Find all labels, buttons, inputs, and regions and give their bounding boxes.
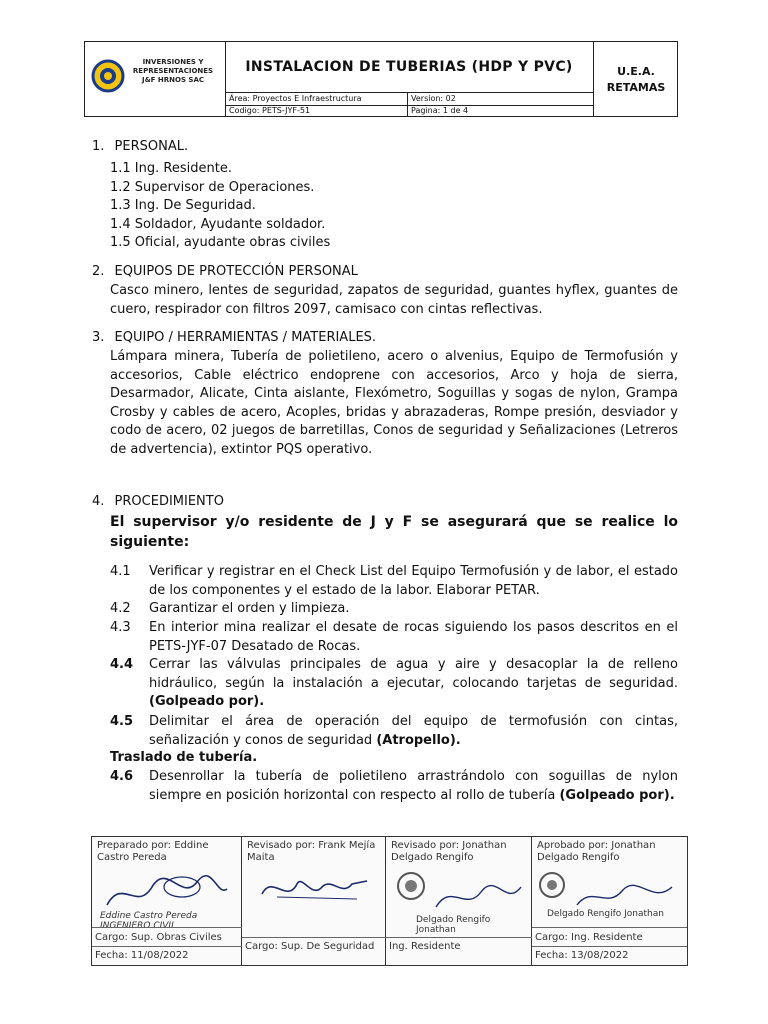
signer-label: Revisado por: Jonathan Delgado Rengifo: [391, 840, 507, 863]
equipo-text: Lámpara minera, Tubería de polietileno, acero o alvenius, Equipo de Termofusión y accesorios, Cable eléctrico endoprene con accesorios, Arco y hoja de sierra, Desarmador, Alicate, Cinta aislante, Flexómetro, Soguillas y sogas de nylon, Grampa Crosby y cables de acero, Acoples, bridas y abrazaderas, Rompe presión, desviador y codo de acero, 02 juegos de barretillas, Conos de seguridad y Señalizaciones (Letreros de advertencia), extintor PQS operativo.: [110, 349, 678, 457]
signer-label: Revisado por: Frank Mejía Maita: [247, 840, 376, 863]
signer-label: Preparado por: Eddine Castro Pereda: [97, 840, 209, 863]
section-number: 3.: [92, 330, 105, 345]
subheading-traslado: Traslado de tubería.: [110, 750, 258, 765]
section-title: EQUIPOS DE PROTECCIÓN PERSONAL: [114, 264, 358, 279]
handwritten-signature-icon: [257, 869, 377, 909]
signer-label: Aprobado por: Jonathan Delgado Rengifo: [537, 840, 656, 863]
item-text: Desenrollar la tubería de polietileno arrastrándolo con soguillas de nylon siempre en posición horizontal con respecto al rollo de tubería: [149, 769, 678, 803]
signature-approved: [532, 837, 687, 965]
code-text: Codigo: PETS-JYF-51: [229, 106, 311, 115]
version-text: Version: 02: [411, 94, 456, 103]
section-epp: [92, 263, 682, 282]
cargo-text: Cargo: Sup. Obras Civiles: [95, 932, 222, 943]
list-item: 1.4 Soldador, Ayudante soldador.: [110, 216, 326, 232]
signature-reviewed-security: [242, 837, 386, 965]
section-title: PROCEDIMIENTO: [114, 494, 224, 509]
handwritten-signature-icon: [431, 877, 526, 917]
section-title: EQUIPO / HERRAMIENTAS / MATERIALES: [114, 330, 372, 345]
uea-label: U.E.A.: [617, 65, 655, 78]
uea-name: RETAMAS: [606, 81, 666, 94]
handwritten-signature-icon: [572, 877, 677, 913]
item-number: 4.6: [110, 769, 134, 784]
signature-prepared: [92, 837, 242, 965]
header-meta: [225, 92, 593, 117]
item-hazard: (Golpeado por).: [149, 694, 265, 709]
company-seal-icon: [396, 871, 426, 901]
item-hazard: (Atropello).: [376, 732, 461, 748]
company-name: INVERSIONES Y REPRESENTACIONES J&F HRNOS SAC: [132, 58, 214, 84]
list-item: 1.2 Supervisor de Operaciones.: [110, 179, 315, 195]
cargo-text: Cargo: Sup. De Seguridad: [245, 941, 375, 952]
item-text: Delimitar el área de operación del equipo de termofusión con cintas, señalización y conos de seguridad: [149, 714, 678, 748]
document-header: [84, 41, 678, 117]
page-text: Pagina: 1 de 4: [411, 106, 469, 115]
cargo-text: Ing. Residente: [389, 941, 461, 952]
item-text: Garantizar el orden y limpieza.: [149, 601, 350, 616]
item-number: 4.1: [110, 564, 131, 579]
section-equipo: [92, 329, 682, 348]
list-item: 1.5 Oficial, ayudante obras civiles: [110, 235, 331, 250]
company-seal-icon: [538, 871, 566, 899]
item-number: 4.5: [110, 714, 134, 729]
section-number: 4.: [92, 494, 105, 509]
procedure-item: [110, 563, 678, 601]
item-number: 4.4: [110, 657, 134, 672]
personal-list: [110, 160, 330, 253]
uea-cell: [593, 42, 678, 116]
area-text: Área: Proyectos E Infraestructura: [229, 94, 362, 103]
procedure-item: [110, 768, 678, 825]
logo-cell: [85, 42, 226, 116]
stamp-text: Eddine Castro Pereda INGENIERO CIVIL: [100, 911, 198, 931]
procedure-item: [110, 600, 678, 619]
title-suffix: .: [183, 139, 189, 154]
handwritten-signature-icon: [102, 867, 232, 917]
company-logo-icon: [91, 59, 125, 93]
procedure-item: [110, 713, 678, 751]
item-text: Verificar y registrar en el Check List del Equipo Termofusión y de labor, el estado de los componentes y el estado de la labor. Elaborar PETAR.: [149, 564, 678, 598]
item-text: Cerrar las válvulas principales de agua y aire y desacoplar la de relleno hidráulico, según la instalación a ejecutar, colocando tarjetas de seguridad.: [149, 657, 678, 691]
procedure-item: [110, 619, 678, 657]
date-text: Fecha: 13/08/2022: [535, 950, 629, 961]
epp-text: Casco minero, lentes de seguridad, zapatos de seguridad, guantes hyflex, guantes de cuero, respirador con filtros 2097, camisaco con cintas reflectivas.: [110, 283, 678, 317]
document-title: INSTALACION DE TUBERIAS (HDP Y PVC): [245, 59, 573, 75]
section-title: PERSONAL: [114, 139, 184, 154]
section-procedimiento: [92, 493, 682, 512]
stamp-text: Delgado Rengifo Jonathan: [547, 909, 664, 919]
item-hazard: (Golpeado por).: [559, 787, 675, 803]
signature-table: [91, 836, 688, 966]
procedure-item: [110, 656, 678, 713]
cargo-text: Cargo: Ing. Residente: [535, 932, 643, 943]
section-personal: [92, 138, 682, 157]
item-text: En interior mina realizar el desate de rocas siguiendo los pasos descritos en el PETS-JYF-07 Desatado de Rocas.: [149, 620, 678, 654]
title-suffix: .: [371, 330, 377, 345]
section-number: 2.: [92, 264, 105, 279]
item-number: 4.3: [110, 620, 131, 635]
procedure-intro: El supervisor y/o residente de J y F se asegurará que se realice lo siguiente:: [110, 514, 678, 550]
signature-reviewed-resident: [386, 837, 532, 965]
date-text: Fecha: 11/08/2022: [95, 950, 189, 961]
stamp-text: Delgado Rengifo Jonathan: [416, 915, 491, 935]
section-number: 1.: [92, 139, 105, 154]
list-item: 1.1 Ing. Residente.: [110, 161, 232, 176]
list-item: 1.3 Ing. De Seguridad.: [110, 198, 256, 213]
item-number: 4.2: [110, 601, 131, 616]
